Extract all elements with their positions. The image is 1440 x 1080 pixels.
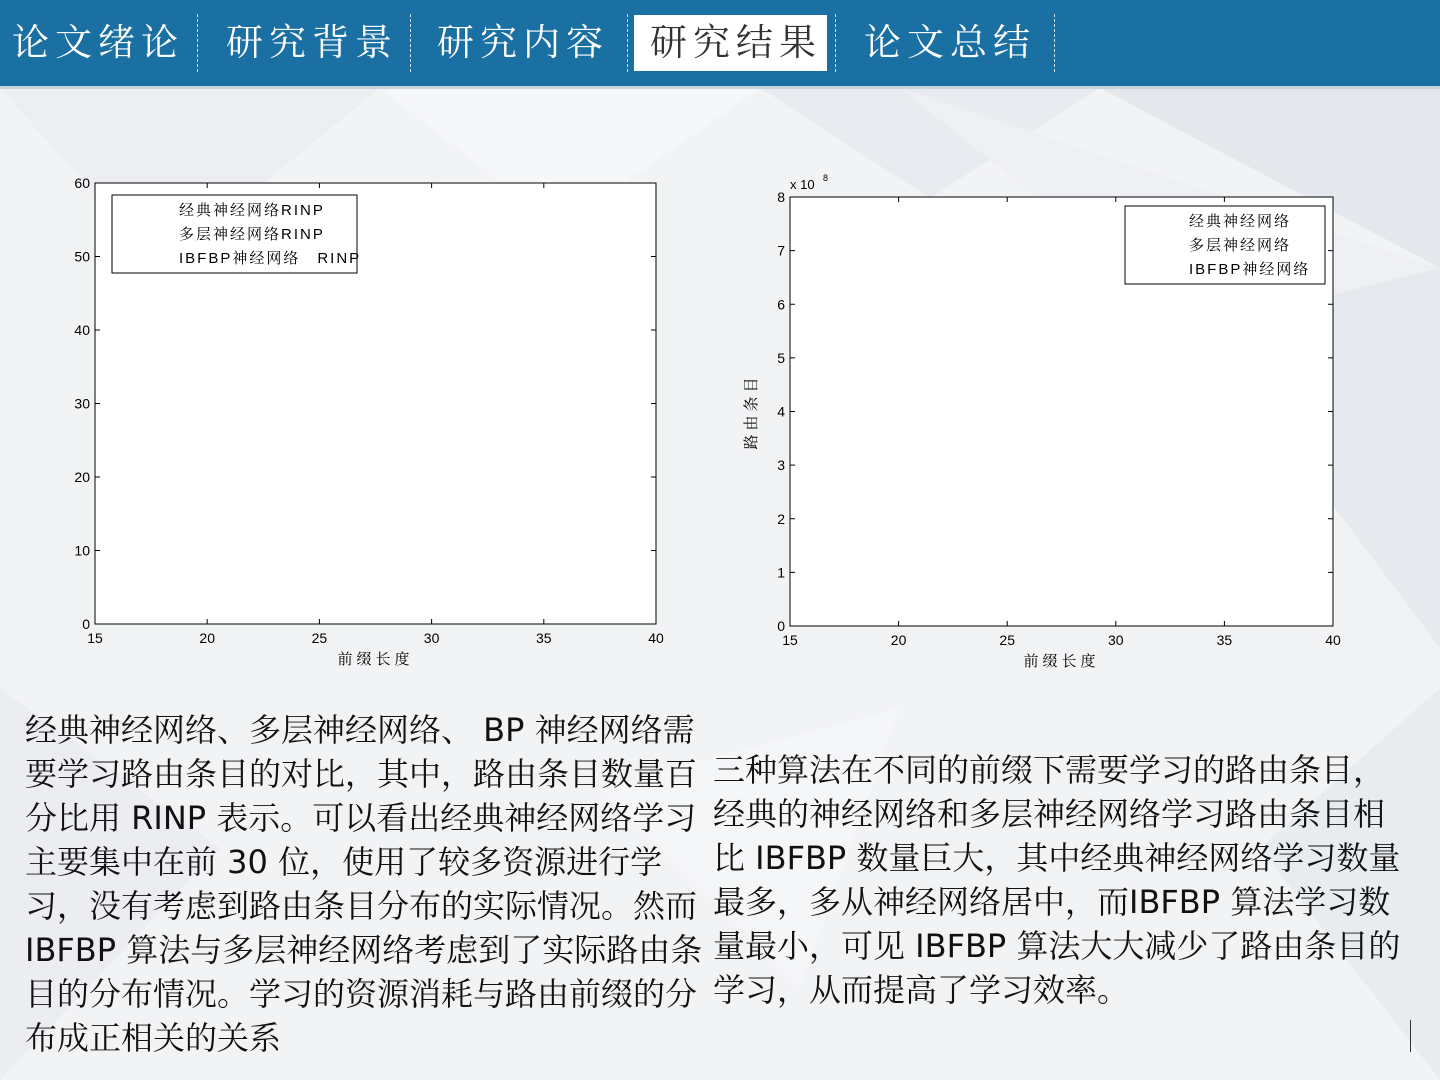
legend-entry: 多层神经网络 [1189, 237, 1292, 254]
routing-entries-chart [740, 165, 1360, 675]
y-tick-label: 10 [74, 542, 90, 559]
x-axis-label: 前缀长度 [1023, 653, 1100, 670]
y-tick-label: 8 [777, 189, 785, 205]
legend-entry: 经典神经网络 [1189, 213, 1292, 230]
x-tick-label: 40 [1325, 632, 1341, 648]
x-tick-label: 40 [648, 630, 664, 646]
x-tick-label: 35 [1216, 632, 1233, 648]
x-tick-label: 35 [536, 630, 552, 646]
x-tick-label: 15 [782, 632, 798, 648]
tab-divider [627, 14, 628, 72]
x-tick-label: 25 [999, 632, 1015, 648]
tab-results[interactable]: 研究结果 [634, 15, 827, 71]
y-tick-label: 0 [82, 616, 90, 632]
left-description: 经典神经网络、多层神经网络、 BP 神经网络需要学习路由条目的对比，其中，路由条目数量百分比用 RINP 表示。可以看出经典神经网络学习主要集中在前 30 位，使用了较多资源进行学习，没有考虑到路由条目分布的实际情况。然而 IBFBP 算法与多层神经网络考虑到了实际路由条目的分布情况。学习的资源消耗与路由前缀的分布成正相关的关系 [25, 711, 703, 1057]
right-description: 三种算法在不同的前缀下需要学习的路由条目，经典的神经网络和多层神经网络学习路由条目相比 IBFBP 数量巨大，其中经典神经网络学习数量最多，多从神经网络居中，而IBFBP 算法学习数量最小，可见 IBFBP 算法大大减少了路由条目的学习，从而提高了学习效率。 [713, 751, 1401, 1009]
tab-background[interactable]: 研究背景 [226, 21, 398, 64]
y-tick-label: 50 [74, 248, 90, 265]
y-tick-label: 40 [74, 322, 90, 338]
y-tick-label: 1 [777, 564, 785, 581]
tab-divider [197, 14, 198, 72]
tab-introduction[interactable]: 论文绪论 [12, 21, 184, 64]
text-cursor [1410, 1020, 1411, 1052]
y-axis-label: 路由条目 [743, 373, 760, 450]
y-tick-label: 3 [777, 457, 785, 474]
y-tick-label: 7 [777, 242, 785, 259]
top-navigation-bar [0, 0, 1440, 88]
x-axis-label: 前缀长度 [337, 651, 414, 668]
tab-divider [410, 14, 411, 72]
tab-summary[interactable]: 论文总结 [864, 21, 1036, 64]
tab-content[interactable]: 研究内容 [437, 21, 609, 64]
topbar-underline [0, 86, 1440, 89]
y-tick-label: 5 [777, 349, 785, 366]
x-tick-label: 15 [87, 630, 103, 646]
x-tick-label: 30 [1108, 632, 1124, 648]
y-tick-label: 4 [777, 403, 785, 420]
x-tick-label: 25 [311, 630, 328, 646]
legend-entry: IBFBP神经网络 [1189, 261, 1311, 278]
axis-exponent: x 10 [790, 177, 815, 192]
rinp-chart [40, 165, 680, 675]
legend-entry: 经典神经网络RINP [179, 202, 325, 219]
y-tick-label: 20 [74, 469, 90, 485]
x-tick-label: 20 [199, 630, 215, 646]
axis-exponent-power: 8 [823, 173, 829, 183]
x-tick-label: 30 [423, 630, 440, 646]
y-tick-label: 60 [74, 175, 90, 191]
y-tick-label: 30 [74, 395, 90, 412]
tab-divider [835, 14, 836, 72]
y-tick-label: 6 [777, 296, 785, 313]
legend-entry: 多层神经网络RINP [179, 226, 325, 243]
tab-divider [1054, 14, 1055, 72]
y-tick-label: 0 [777, 618, 785, 634]
legend-entry: IBFBP神经网络 RINP [179, 250, 362, 267]
x-tick-label: 20 [890, 632, 907, 648]
y-tick-label: 2 [777, 510, 785, 527]
